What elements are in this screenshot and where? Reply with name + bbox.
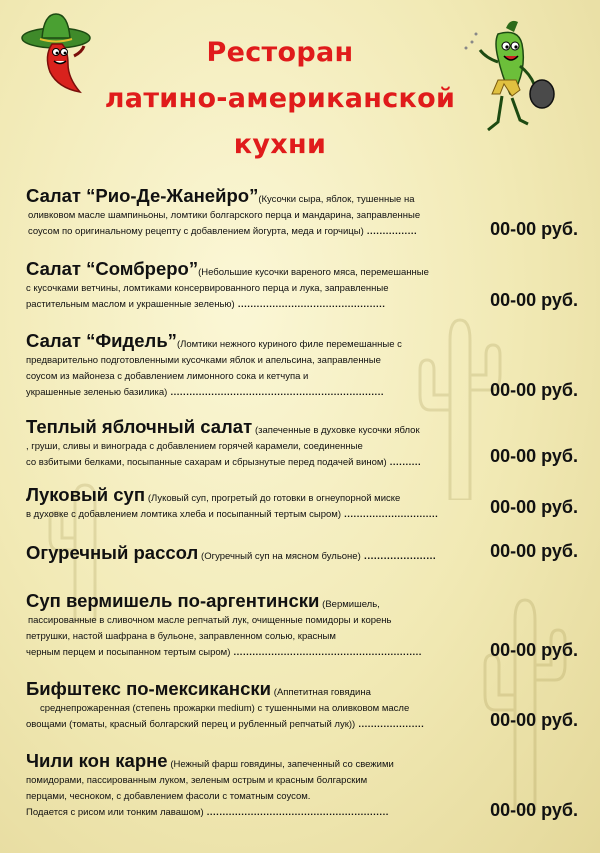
title-line: Ресторан [206, 37, 354, 68]
dish-description: черным перцем и посыпанном тертым сыром) [26, 647, 231, 658]
dish-name: Огуречный рассол [26, 542, 199, 563]
dish-description: (Огуречный суп на мясном бульоне) [201, 551, 361, 562]
dish-description: (Нежный фарш говядины, запеченный со свежими [170, 759, 394, 770]
dish-name: Салат “Сомбреро” [26, 258, 199, 279]
dish-description: , груши, сливы и винограда с добавлением горячей карамели, соединенные [26, 441, 363, 452]
dish-description: среднепрожаренная (степень прожарки medium) с тушенными на оливковом масле [40, 703, 410, 714]
dish-description: (Кусочки сыра, яблок, тушенные на [258, 194, 415, 205]
dish-price: 00-00 руб. [490, 446, 578, 466]
dish-description: с кусочками ветчины, ломтиками консервированного перца и лука, заправленные [26, 283, 389, 294]
menu-item [26, 258, 586, 330]
dish-description: (Аппетитная говядина [273, 687, 371, 698]
dot-leader: ............................................... [234, 299, 386, 310]
dish-description: (Вермишель, [322, 599, 380, 610]
dish-description: растительным маслом и украшенные зеленью) [26, 299, 235, 310]
dish-description: (запеченные в духовке кусочки яблок [254, 425, 420, 436]
dish-description: предварительно подготовленными кусочками яблок и апельсина, заправленные [26, 355, 381, 366]
dot-leader: ................ [363, 226, 418, 237]
dot-leader: .......................................................... [203, 807, 389, 818]
title-line: латино-американской [104, 83, 456, 114]
dot-leader: ............................................................ [230, 647, 422, 658]
menu-item [26, 330, 586, 416]
dancing-pepper-mascot-icon [458, 14, 568, 154]
dish-description: (Ломтики нежного куриного филе перемешанные с [176, 339, 402, 350]
menu-item [26, 484, 586, 542]
dish-name: Салат “Фидель” [26, 330, 177, 351]
dish-price: 00-00 руб. [490, 710, 578, 730]
menu-list [26, 183, 586, 840]
menu-item [26, 542, 586, 590]
dish-description: помидорами, пассированным луком, зеленым острым и красным болгарским [26, 775, 368, 786]
dish-description: пассированные в сливочном масле репчатый лук, очищенные помидоры и корень [28, 615, 392, 626]
dish-name: Суп вермишель по-аргентински [26, 590, 320, 611]
dish-description: (Небольшие кусочки вареного мяса, перемешанные [198, 267, 429, 278]
dish-price: 00-00 руб. [490, 640, 578, 660]
dish-description: Подается с рисом или тонким лавашом) [26, 807, 204, 818]
dish-description: оливковом масле шампиньоны, ломтики болгарского перца и мандарина, заправленные [28, 210, 421, 221]
menu-item [26, 678, 586, 750]
menu-item [26, 416, 586, 484]
dish-description: перцами, чесноком, с добавлением фасоли с томатным соусом. [26, 791, 311, 802]
dish-description: (Луковый суп, прогретый до готовки в огнеупорной миске [147, 493, 401, 504]
dish-price: 00-00 руб. [490, 290, 578, 310]
dish-description: со взбитыми белками, посыпанные сахарам и сбрызнутые перед подачей вином) [26, 457, 387, 468]
menu-item [26, 590, 586, 678]
menu-item [26, 183, 586, 258]
restaurant-title [90, 30, 470, 168]
dot-leader: ...................... [360, 551, 437, 562]
dish-description: петрушки, настой шафрана в бульоне, заправленном солью, красным [26, 631, 336, 642]
dish-description: в духовке с добавлением ломтика хлеба и посыпанный тертым сыром) [26, 509, 341, 520]
menu-item [26, 750, 586, 840]
dish-name: Луковый суп [26, 484, 146, 505]
dot-leader: .............................. [341, 509, 439, 520]
dot-leader: .................................................................... [167, 387, 384, 398]
dish-price: 00-00 руб. [490, 380, 578, 400]
dish-description: украшенные зеленью базилика) [26, 387, 168, 398]
dot-leader: ..................... [355, 719, 425, 730]
dish-description: соусом по оригинальному рецепту с добавлением йогурта, меда и горчицы) [28, 226, 364, 237]
dish-price: 00-00 руб. [490, 800, 578, 820]
dish-description: соусом из майонеза с добавлением лимонного сока и кетчупа и [26, 371, 309, 382]
dish-description: овощами (томаты, красный болгарский перец и рубленный репчатый лук)) [26, 719, 356, 730]
dish-name: Теплый яблочный салат [26, 416, 253, 437]
sombrero-chili-mascot-icon [18, 8, 98, 96]
dish-name: Бифштекс по-мексикански [26, 678, 271, 699]
dish-price: 00-00 руб. [490, 497, 578, 517]
dish-name: Чили кон карне [26, 750, 168, 771]
dish-price: 00-00 руб. [490, 219, 578, 239]
title-line: кухни [233, 129, 327, 160]
dot-leader: .......... [386, 457, 422, 468]
dish-price: 00-00 руб. [490, 541, 578, 561]
dish-name: Салат “Рио-Де-Жанейро” [26, 185, 259, 206]
